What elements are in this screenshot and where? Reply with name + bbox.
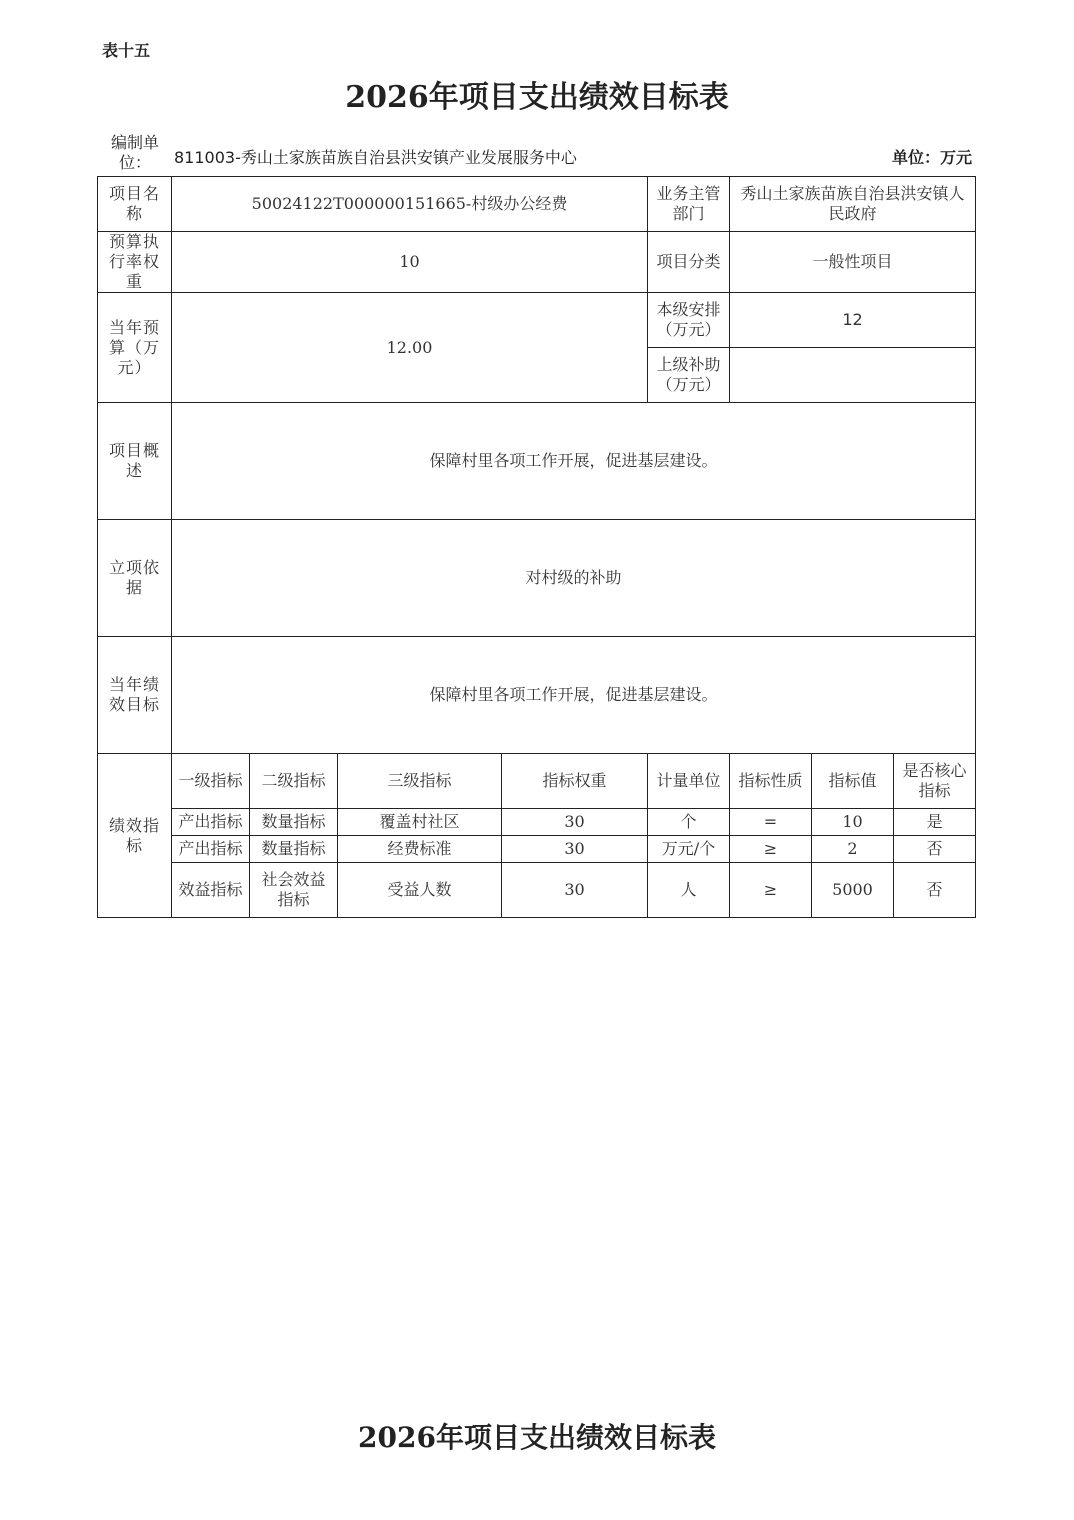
page-title: 2026年项目支出绩效目标表 (345, 80, 729, 115)
budget-label: 当年预算（万元） (98, 293, 172, 403)
row2-unit: 万元/个 (648, 836, 730, 863)
superior-label: 上级补助（万元） (648, 348, 730, 403)
goal-label: 当年绩效目标 (98, 637, 172, 754)
dept-label: 业务主管部门 (648, 177, 730, 232)
row3-level2: 社会效益指标 (250, 863, 338, 918)
header-level2: 二级指标 (250, 754, 338, 809)
dept-name: 秀山土家族苗族自治县洪安镇人民政府 (730, 177, 976, 232)
budget-value: 12.00 (172, 293, 648, 403)
basis-value: 对村级的补助 (172, 520, 976, 637)
local-label: 本级安排（万元） (648, 293, 730, 348)
row3-unit: 人 (648, 863, 730, 918)
form-number: 表十五 (102, 41, 151, 60)
header-level1: 一级指标 (172, 754, 250, 809)
indicators-label: 绩效指标 (98, 754, 172, 918)
page-title-repeat: 2026年项目支出绩效目标表 (358, 1421, 716, 1454)
project-name: 50024122T000000151665-村级办公经费 (172, 177, 648, 232)
row3-value: 5000 (812, 863, 894, 918)
row1-level1: 产出指标 (172, 809, 250, 836)
local-value: 12 (730, 293, 976, 348)
category-label: 项目分类 (648, 232, 730, 293)
row2-nature: ≥ (730, 836, 812, 863)
row1-nature: = (730, 809, 812, 836)
row1-unit: 个 (648, 809, 730, 836)
overview-label: 项目概述 (98, 403, 172, 520)
row3-level1: 效益指标 (172, 863, 250, 918)
row2-level1: 产出指标 (172, 836, 250, 863)
row1-level3: 覆盖村社区 (338, 809, 502, 836)
row1-value: 10 (812, 809, 894, 836)
rate-label: 预算执行率权重 (98, 232, 172, 293)
header-unit: 计量单位 (648, 754, 730, 809)
row2-value: 2 (812, 836, 894, 863)
row3-weight: 30 (502, 863, 648, 918)
org-name: 811003-秀山土家族苗族自治县洪安镇产业发展服务中心 (174, 148, 577, 167)
row3-level3: 受益人数 (338, 863, 502, 918)
category-value: 一般性项目 (730, 232, 976, 293)
row2-level3: 经费标准 (338, 836, 502, 863)
performance-table (97, 176, 976, 918)
header-weight: 指标权重 (502, 754, 648, 809)
org-label: 编制单位： (110, 133, 159, 172)
row2-level2: 数量指标 (250, 836, 338, 863)
superior-value (730, 348, 976, 403)
row3-nature: ≥ (730, 863, 812, 918)
money-unit: 单位：万元 (891, 148, 972, 167)
goal-value: 保障村里各项工作开展，促进基层建设。 (172, 637, 976, 754)
project-name-label: 项目名称 (98, 177, 172, 232)
row3-core: 否 (894, 863, 976, 918)
basis-label: 立项依据 (98, 520, 172, 637)
overview-value: 保障村里各项工作开展，促进基层建设。 (172, 403, 976, 520)
row2-core: 否 (894, 836, 976, 863)
header-nature: 指标性质 (730, 754, 812, 809)
row1-weight: 30 (502, 809, 648, 836)
row2-weight: 30 (502, 836, 648, 863)
rate-value: 10 (172, 232, 648, 293)
header-value: 指标值 (812, 754, 894, 809)
row1-core: 是 (894, 809, 976, 836)
header-level3: 三级指标 (338, 754, 502, 809)
header-core: 是否核心指标 (894, 754, 976, 809)
row1-level2: 数量指标 (250, 809, 338, 836)
